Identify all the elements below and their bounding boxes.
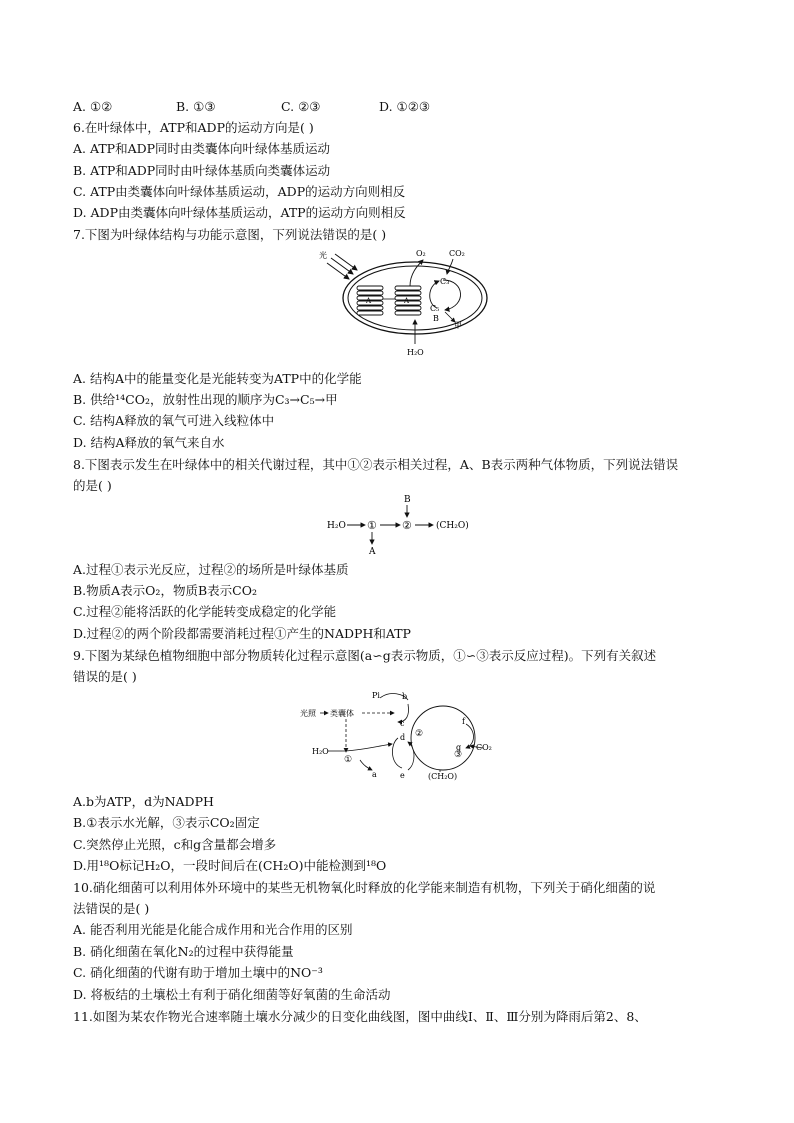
q5-option-d: D. ①②③ (379, 99, 431, 114)
o2-label: O₂ (416, 249, 426, 258)
structure-a-label-2: A (404, 297, 410, 305)
q7-option-d: D. 结构A释放的氧气来自水 (73, 435, 225, 450)
q5-option-a: A. ①② (73, 99, 113, 114)
c3-label: C₃ (440, 277, 450, 286)
ch2o-label: (CH₂O) (428, 772, 458, 781)
q10-option-a: A. 能否利用光能是化能合成作用和光合作用的区别 (73, 922, 353, 937)
q9-option-a: A.b为ATP，d为NADPH (73, 794, 214, 809)
q7-stem: 7.下图为叶绿体结构与功能示意图，下列说法错误的是( ) (73, 227, 387, 242)
metabolic-process-diagram (325, 494, 475, 556)
q6-option-a: A. ATP和ADP同时由类囊体向叶绿体基质运动 (73, 141, 331, 156)
pi-label: Pi (372, 691, 380, 700)
q10-option-c: C. 硝化细菌的代谢有助于增加土壤中的NO⁻³ (73, 965, 323, 980)
co2-label: CO₂ (449, 249, 465, 258)
h2o-label: H₂O (312, 747, 329, 756)
b-label: b (402, 692, 408, 701)
q5-option-c: C. ②③ (281, 99, 321, 114)
material-transformation-diagram (298, 686, 508, 786)
q8-option-d: D.过程②的两个阶段都需要消耗过程①产生的NADPH和ATP (73, 626, 411, 641)
q9-stem-line2: 错误的是( ) (73, 669, 137, 684)
q7-option-b: B. 供给¹⁴CO₂，放射性出现的顺序为C₃→C₅→甲 (73, 392, 338, 407)
q10-stem-line1: 10.硝化细菌可以利用体外环境中的某些无机物氧化时释放的化学能来制造有机物，下列关于硝化细菌的说 (73, 880, 656, 895)
q9-option-d: D.用¹⁸O标记H₂O，一段时间后在(CH₂O)中能检测到¹⁸O (73, 858, 387, 873)
process-3-label: ③ (454, 750, 463, 760)
c-label: c (400, 719, 405, 728)
q8-option-b: B.物质A表示O₂，物质B表示CO₂ (73, 583, 257, 598)
d-label: d (400, 733, 406, 742)
g-label: g (456, 743, 462, 752)
q8-stem-line2: 的是( ) (73, 478, 112, 493)
light-label: 光 (319, 251, 327, 260)
q9-option-c: C.突然停止光照，c和g含量都会增多 (73, 837, 277, 852)
co2-label: CO₂ (476, 743, 492, 752)
h2o-label: H₂O (327, 521, 346, 531)
ch2o-label: (CH₂O) (436, 521, 469, 531)
thylakoid-label: 类囊体 (330, 709, 354, 718)
q6-option-d: D. ADP由类囊体向叶绿体基质运动，ATP的运动方向则相反 (73, 205, 406, 220)
q6-option-b: B. ATP和ADP同时由叶绿体基质向类囊体运动 (73, 163, 331, 178)
process-1-label: ① (344, 755, 353, 765)
q7-option-a: A. 结构A中的能量变化是光能转变为ATP中的化学能 (73, 371, 362, 386)
structure-b-label: B (433, 314, 439, 323)
process-2-label: ② (402, 519, 412, 532)
q10-stem-line2: 法错误的是( ) (73, 901, 150, 916)
gas-a-label: A (369, 547, 376, 556)
jia-label: 甲 (454, 321, 462, 330)
q6-stem: 6.在叶绿体中，ATP和ADP的运动方向是( ) (73, 120, 314, 135)
q5-options (73, 98, 430, 116)
q5-option-b: B. ①③ (176, 99, 216, 114)
structure-a-label: A (366, 297, 372, 305)
a-label: a (372, 770, 377, 779)
h2o-label: H₂O (407, 348, 424, 357)
q10-option-b: B. 硝化细菌在氧化N₂的过程中获得能量 (73, 944, 294, 959)
process-2-label: ② (415, 729, 424, 739)
process-1-label: ① (367, 519, 377, 532)
e-label: e (400, 771, 405, 780)
q8-stem-line1: 8.下图表示发生在叶绿体中的相关代谢过程，其中①②表示相关过程，A、B表示两种气体物质，下列说法错误 (73, 457, 679, 472)
c5-label: C₅ (430, 304, 440, 313)
f-label: f (462, 717, 465, 726)
light-label: 光照 (300, 709, 316, 718)
q7-option-c: C. 结构A释放的氧气可进入线粒体中 (73, 413, 275, 428)
q9-option-b: B.①表示水光解，③表示CO₂固定 (73, 815, 260, 830)
q10-option-d: D. 将板结的土壤松土有利于硝化细菌等好氧菌的生命活动 (73, 987, 391, 1002)
q11-stem-line1: 11.如图为某农作物光合速率随土壤水分减少的日变化曲线图，图中曲线Ⅰ、Ⅱ、Ⅲ分别为降雨后第2、8、 (73, 1009, 647, 1024)
gas-b-label: B (404, 495, 411, 505)
q9-stem-line1: 9.下图为某绿色植物细胞中部分物质转化过程示意图(a∽g表示物质，①∽③表示反应过程)。下列有关叙述 (73, 648, 657, 663)
q8-option-a: A.过程①表示光反应，过程②的场所是叶绿体基质 (73, 562, 349, 577)
light-arrows (327, 254, 357, 279)
q6-option-c: C. ATP由类囊体向叶绿体基质运动，ADP的运动方向则相反 (73, 184, 406, 199)
chloroplast-diagram (315, 244, 515, 362)
o2-release-path (410, 260, 423, 286)
q8-option-c: C.过程②能将活跃的化学能转变成稳定的化学能 (73, 604, 337, 619)
